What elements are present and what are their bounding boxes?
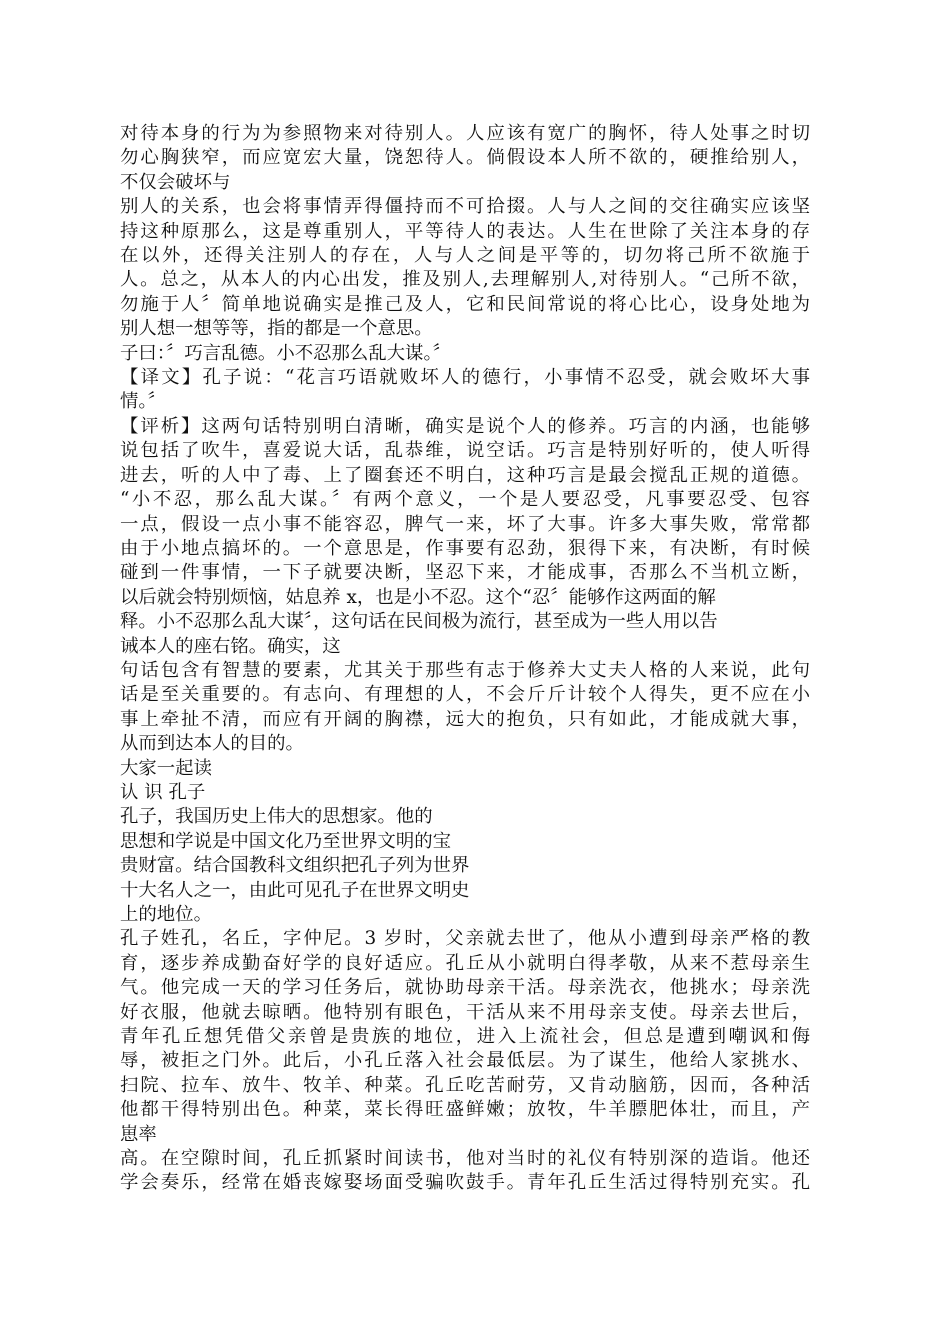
text-line: 孔子姓孔，名丘，字仲尼。3 岁时，父亲就去世了，他从小遭到母亲严格的教 xyxy=(120,928,810,950)
text-line: 别人想一想等等，指的都是一个意思。 xyxy=(120,318,433,340)
document-body xyxy=(120,122,810,1196)
text-line: 孔子，我国历史上伟大的思想家。他的 xyxy=(120,806,433,828)
text-line: 说包括了吹牛，喜爱说大话，乱恭维，说空话。巧言是特别好听的，使人听得 xyxy=(120,440,810,462)
text-line: 进去，听的人中了毒、上了圈套还不明白，这种巧言是最会搅乱正规的道德。 xyxy=(120,464,810,486)
text-line: 由于小地点搞坏的。一个意思是，作事要有忍劲，狠得下来，有决断，有时候 xyxy=(120,537,810,559)
text-line: 学会奏乐，经常在婚丧嫁娶场面受骗吹鼓手。青年孔丘生活过得特别充实。孔 xyxy=(120,1172,810,1194)
text-line: 在以外，还得关注别人的存在，人与人之间是平等的，切勿将己所不欲施于 xyxy=(120,245,810,267)
text-line: 认 识 孔子 xyxy=(120,781,206,803)
document-page xyxy=(120,122,810,1196)
text-line: 诫本人的座右铭。确实，这 xyxy=(120,635,341,657)
text-line: 勿施于人〞简单地说确实是推己及人，它和民间常说的将心比心，设身处地为 xyxy=(120,293,810,315)
text-line: 【译文】孔子说：“花言巧语就败坏人的德行，小事情不忍受，就会败坏大事 xyxy=(120,367,810,389)
text-line: 育，逐步养成勤奋好学的良好适应。孔丘从小就明白得孝敬，从来不惹母亲生 xyxy=(120,952,810,974)
text-line: 从而到达本人的目的。 xyxy=(120,733,304,755)
text-line: 好衣服，他就去晾晒。他特别有眼色，干活从来不用母亲支使。母亲去世后， xyxy=(120,1001,810,1023)
text-line: 持这种原那么，这是尊重别人，平等待人的表达。人生在世除了关注本身的存 xyxy=(120,220,810,242)
text-line: 崽率 xyxy=(120,1123,157,1145)
text-line: 句话包含有智慧的要素，尤其关于那些有志于修养大丈夫人格的人来说，此句 xyxy=(120,659,810,681)
text-line: 以后就会特别烦恼，姑息养 x，也是小不忍。这个“忍〞能够作这两面的解 xyxy=(120,586,716,608)
text-line: 扫院、拉车、放牛、牧羊、种菜。孔丘吃苦耐劳，又肯动脑筋，因而，各种活 xyxy=(120,1074,810,1096)
text-line: 对待本身的行为为参照物来对待别人。人应该有宽广的胸怀，待人处事之时切 xyxy=(120,123,810,144)
text-line: 青年孔丘想凭借父亲曾是贵族的地位，进入上流社会，但总是遭到嘲讽和侮 xyxy=(120,1026,810,1048)
text-line: 情。〞 xyxy=(120,391,166,413)
text-line: 话是至关重要的。有志向、有理想的人，不会斤斤计较个人得失，更不应在小 xyxy=(120,684,810,706)
text-line: 辱，被拒之门外。此后，小孔丘落入社会最低层。为了谋生，他给人家挑水、 xyxy=(120,1050,810,1072)
text-line: 子曰：〞巧言乱德。小不忍那么乱大谋。〞 xyxy=(120,342,452,364)
text-line: 勿心胸狭窄，而应宽宏大量，饶恕待人。倘假设本人所不欲的，硬推给别人， xyxy=(120,147,810,169)
text-line: 别人的关系，也会将事情弄得僵持而不可拾掇。人与人之间的交往确实应该坚 xyxy=(120,196,810,218)
text-line: 高。在空隙时间，孔丘抓紧时间读书，他对当时的礼仪有特别深的造诣。他还 xyxy=(120,1148,810,1170)
text-line: 不仅会破坏与 xyxy=(120,171,231,193)
text-line: 贵财富。结合国教科文组织把孔子列为世界 xyxy=(120,855,470,877)
text-line: 【评析】这两句话特别明白清晰，确实是说个人的修养。巧言的内涵，也能够 xyxy=(120,415,810,437)
text-line: 思想和学说是中国文化乃至世界文明的宝 xyxy=(120,830,452,852)
text-line: 事上牵扯不清，而应有开阔的胸襟，远大的抱负，只有如此，才能成就大事， xyxy=(120,708,810,730)
text-line: 上的地位。 xyxy=(120,904,212,925)
text-line: 气。他完成一天的学习任务后，就协助母亲干活。母亲洗衣，他挑水；母亲洗 xyxy=(120,977,810,999)
text-line: 碰到一件事情，一下子就要决断，坚忍下来，才能成事，否那么不当机立断， xyxy=(120,562,810,584)
text-line: 十大名人之一，由此可见孔子在世界文明史 xyxy=(120,879,470,901)
text-line: 他都干得特别出色。种菜，菜长得旺盛鲜嫩；放牧，牛羊膘肥体壮，而且，产 xyxy=(120,1099,810,1121)
text-line: 一点，假设一点小事不能容忍，脾气一来，坏了大事。许多大事失败，常常都 xyxy=(120,513,810,535)
text-line: 人。总之，从本人的内心出发，推及别人,去理解别人,对待别人。“己所不欲， xyxy=(120,269,810,291)
text-line: “小不忍，那么乱大谋。〞有两个意义，一个是人要忍受，凡事要忍受、包容 xyxy=(120,489,810,511)
text-line: 大家一起读 xyxy=(120,757,212,779)
text-line: 释。小不忍那么乱大谋〞，这句话在民间极为流行，甚至成为一些人用以告 xyxy=(120,611,718,633)
